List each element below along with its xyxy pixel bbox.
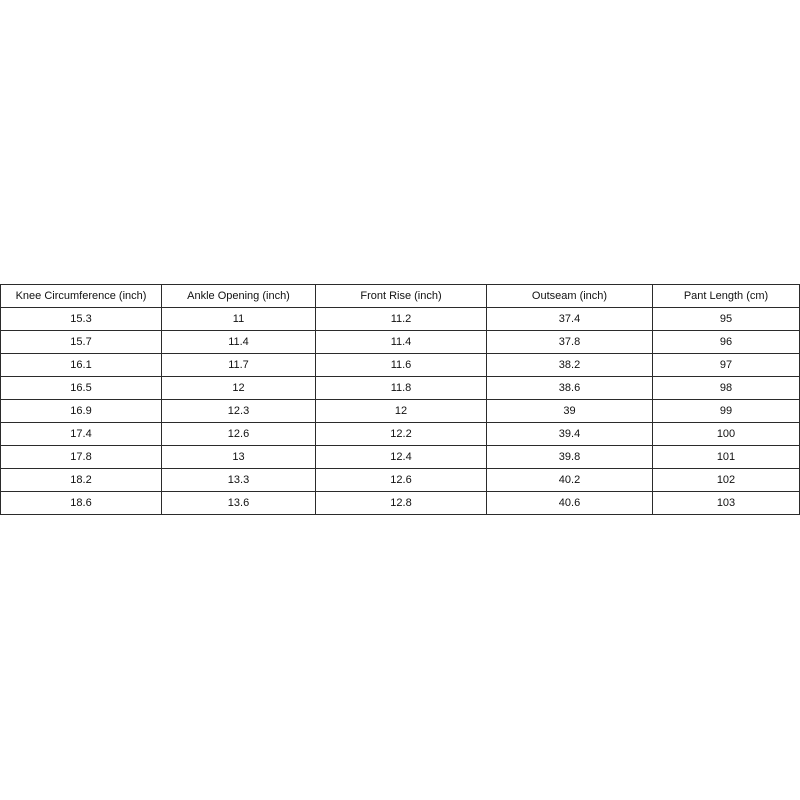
table-cell: 16.1 [1,354,162,377]
size-chart-container [0,284,799,515]
table-cell: 101 [653,446,800,469]
table-cell: 12 [316,400,487,423]
table-cell: 16.9 [1,400,162,423]
table-row [1,469,800,492]
table-cell: 40.6 [487,492,653,515]
table-cell: 12.2 [316,423,487,446]
table-cell: 11.6 [316,354,487,377]
header-front-rise: Front Rise (inch) [316,285,487,308]
table-cell: 37.4 [487,308,653,331]
table-cell: 95 [653,308,800,331]
table-header-row [1,285,800,308]
header-ankle-opening: Ankle Opening (inch) [162,285,316,308]
table-cell: 12.3 [162,400,316,423]
table-cell: 96 [653,331,800,354]
table-cell: 17.8 [1,446,162,469]
table-cell: 12.6 [316,469,487,492]
header-outseam: Outseam (inch) [487,285,653,308]
table-cell: 18.6 [1,492,162,515]
table-cell: 11.4 [316,331,487,354]
table-row [1,492,800,515]
table-cell: 99 [653,400,800,423]
table-row [1,446,800,469]
table-cell: 98 [653,377,800,400]
table-cell: 100 [653,423,800,446]
table-cell: 13.3 [162,469,316,492]
table-row [1,354,800,377]
table-cell: 12.8 [316,492,487,515]
table-cell: 39.8 [487,446,653,469]
table-cell: 11 [162,308,316,331]
table-cell: 13 [162,446,316,469]
table-cell: 103 [653,492,800,515]
table-cell: 12.4 [316,446,487,469]
table-row [1,308,800,331]
table-cell: 38.6 [487,377,653,400]
size-chart-table [0,284,800,515]
table-cell: 17.4 [1,423,162,446]
table-cell: 40.2 [487,469,653,492]
table-row [1,400,800,423]
table-cell: 15.3 [1,308,162,331]
table-cell: 11.4 [162,331,316,354]
table-cell: 39.4 [487,423,653,446]
table-cell: 12.6 [162,423,316,446]
table-row [1,377,800,400]
table-cell: 11.7 [162,354,316,377]
table-row [1,331,800,354]
table-row [1,423,800,446]
table-cell: 18.2 [1,469,162,492]
table-cell: 37.8 [487,331,653,354]
table-cell: 11.2 [316,308,487,331]
table-cell: 12 [162,377,316,400]
header-knee-circumference: Knee Circumference (inch) [1,285,162,308]
table-cell: 39 [487,400,653,423]
table-cell: 38.2 [487,354,653,377]
table-cell: 16.5 [1,377,162,400]
table-cell: 15.7 [1,331,162,354]
table-cell: 13.6 [162,492,316,515]
table-cell: 97 [653,354,800,377]
table-cell: 11.8 [316,377,487,400]
header-pant-length: Pant Length (cm) [653,285,800,308]
table-cell: 102 [653,469,800,492]
